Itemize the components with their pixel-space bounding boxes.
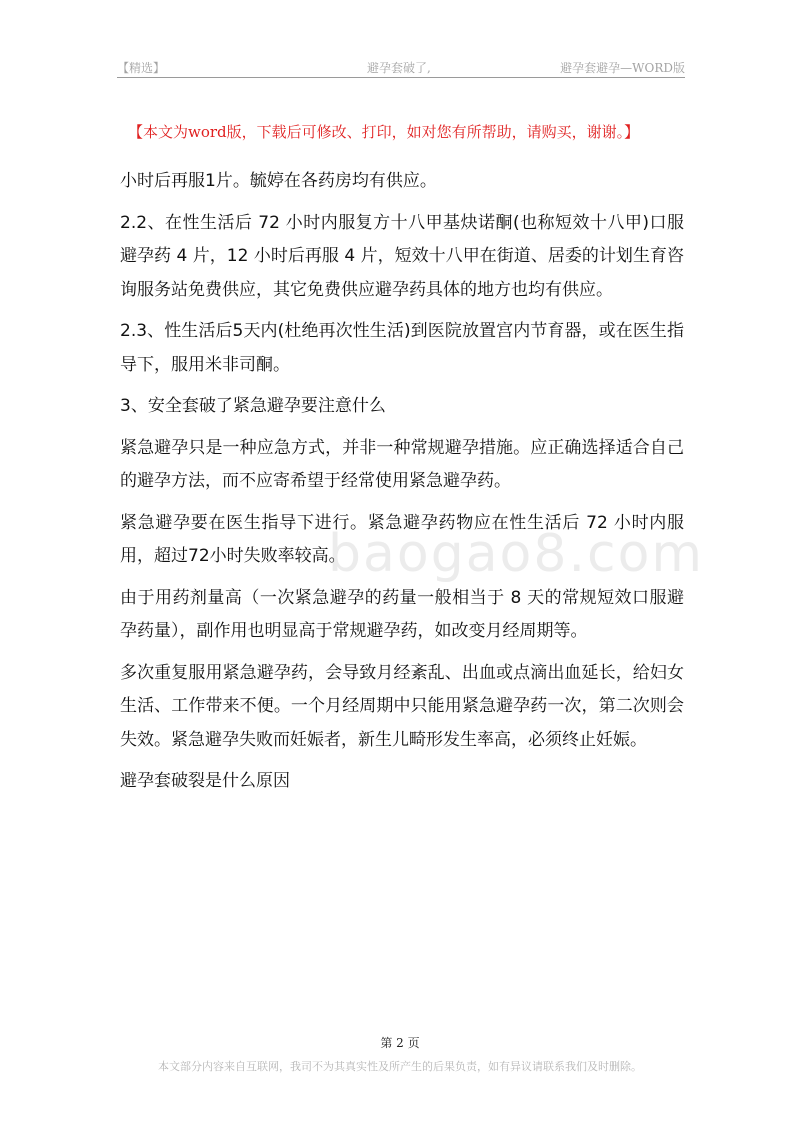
- page-footer-disclaimer: 本文部分内容来自互联网，我司不为其真实性及所产生的后果负责，如有异议请联系我们及时删除。: [158, 1060, 642, 1073]
- document-body: [120, 165, 684, 807]
- page-number: 第 2 页: [380, 1036, 420, 1050]
- paragraph: 多次重复服用紧急避孕药，会导致月经紊乱、出血或点滴出血延长，给妇女生活、工作带来不便。一个月经周期中只能用紧急避孕药一次，第二次则会失效。紧急避孕失败而妊娠者，新生儿畸形发生率高，必须终止妊娠。: [120, 662, 684, 750]
- paragraph: 由于用药剂量高（一次紧急避孕的药量一般相当于 8 天的常规短效口服避孕药量），副作用也明显高于常规避孕药，如改变月经周期等。: [120, 587, 684, 641]
- section-heading: 3、安全套破了紧急避孕要注意什么: [120, 396, 386, 416]
- page-header: [117, 57, 685, 78]
- header-right-label: 避孕套避孕—WORD版: [560, 61, 685, 75]
- paragraph: 2.3、性生活后5天内(杜绝再次性生活)到医院放置宫内节育器，或在医生指导下，服用米非司酮。: [120, 321, 684, 375]
- header-left-label: 【精选】: [117, 61, 166, 75]
- paragraph: 2.2、在性生活后 72 小时内服复方十八甲基炔诺酮(也称短效十八甲)口服避孕药 4 片，12 小时后再服 4 片，短效十八甲在街道、居委的计划生育咨询服务站免费供应，其它免费供应避孕药具体的地方也均有供应。: [120, 212, 684, 300]
- paragraph: 紧急避孕只是一种应急方式，并非一种常规避孕措施。应正确选择适合自己的避孕方法，而不应寄希望于经常使用紧急避孕药。: [120, 437, 684, 491]
- download-notice: 【本文为word版，下载后可修改、打印，如对您有所帮助，请购买，谢谢。】: [128, 123, 640, 141]
- paragraph: 紧急避孕要在医生指导下进行。紧急避孕药物应在性生活后 72 小时内服用，超过72小时失败率较高。: [120, 512, 684, 566]
- section-heading: 避孕套破裂是什么原因: [120, 771, 290, 791]
- paragraph: 小时后再服1片。毓婷在各药房均有供应。: [120, 171, 437, 191]
- watermark: baogao8.com: [328, 524, 705, 584]
- header-center-title: 避孕套破了,: [367, 61, 431, 75]
